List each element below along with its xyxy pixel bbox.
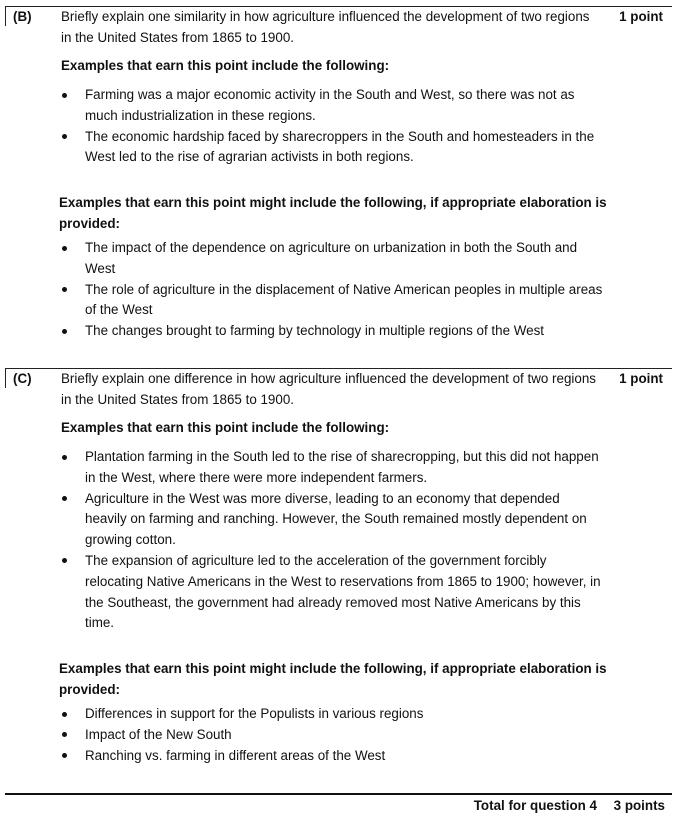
list-item: Impact of the New South	[0, 725, 605, 746]
section-b-earn-list	[0, 85, 605, 168]
total-points: 3 points	[613, 798, 665, 813]
section-c-elab-list	[0, 704, 605, 766]
section-b-points: 1 point	[619, 9, 663, 24]
total-rule	[5, 793, 672, 795]
list-item: The economic hardship faced by sharecroppers in the South and homesteaders in the West led to the rise of agrarian activists in both regions.	[0, 127, 605, 169]
section-c-elab-heading: Examples that earn this point might include the following, if appropriate elaboration is provided:	[59, 661, 607, 697]
list-item: The role of agriculture in the displacement of Native American peoples in multiple areas of the West	[0, 280, 605, 322]
section-c-points: 1 point	[619, 371, 663, 386]
section-b-label: (B)	[13, 9, 32, 24]
list-item: The impact of the dependence on agriculture on urbanization in both the South and West	[0, 238, 605, 280]
section-b-elab-heading: Examples that earn this point might include the following, if appropriate elaboration is provided:	[59, 195, 607, 231]
section-b-prompt: Briefly explain one similarity in how agriculture influenced the development of two regions in the United States from 1865 to 1900.	[61, 9, 590, 45]
section-b-elab-list	[0, 238, 605, 342]
list-item: Farming was a major economic activity in the South and West, so there was not as much industrialization in these regions.	[0, 85, 605, 127]
section-c-earn-list	[0, 447, 605, 634]
total-label: Total for question 4	[473, 798, 597, 813]
list-item: Agriculture in the West was more diverse, leading to an economy that depended heavily on farming and ranching. However, the South remained mostly dependent on growing cotton.	[0, 489, 605, 551]
section-b-earn-heading: Examples that earn this point include the following:	[61, 58, 390, 73]
section-c-left-rule	[5, 368, 6, 388]
list-item: Differences in support for the Populists in various regions	[0, 704, 605, 725]
section-b-left-rule	[5, 6, 6, 26]
section-c-earn-heading: Examples that earn this point include the following:	[61, 420, 390, 435]
section-c-label: (C)	[13, 371, 32, 386]
list-item: Ranching vs. farming in different areas of the West	[0, 746, 605, 767]
list-item: The changes brought to farming by technology in multiple regions of the West	[0, 321, 605, 342]
section-c-prompt: Briefly explain one difference in how agriculture influenced the development of two regions in the United States from 1865 to 1900.	[61, 371, 596, 407]
list-item: Plantation farming in the South led to the rise of sharecropping, but this did not happen in the West, where there were more independent farmers.	[0, 447, 605, 489]
list-item: The expansion of agriculture led to the acceleration of the government forcibly relocating Native Americans in the West to reservations from 1865 to 1900; however, in the Southeast, the government had already removed most Native Americans by this time.	[0, 551, 605, 634]
